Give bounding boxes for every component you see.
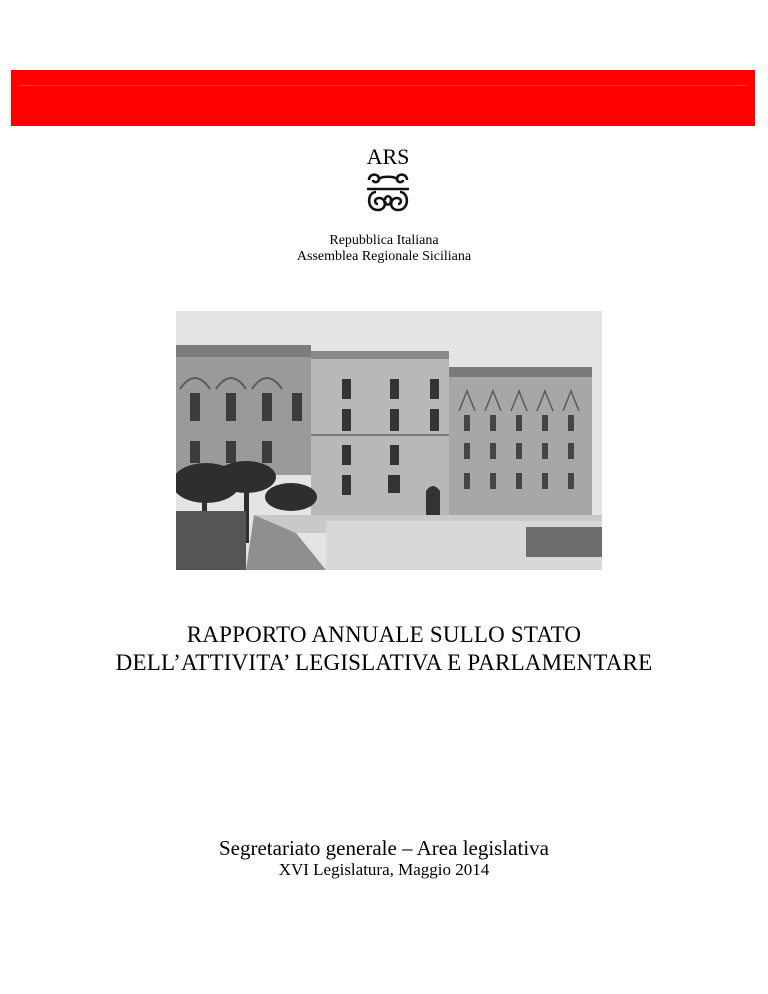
ars-logo [358,146,418,216]
title-line-1: RAPPORTO ANNUALE SULLO STATO [186,622,582,647]
logo-abbr: ARS [366,144,410,169]
assembly-label: Assemblea Regionale Siciliana [296,249,472,264]
palazzo-photo [176,311,602,570]
republic-label: Repubblica Italiana [329,233,439,248]
report-title [0,621,768,677]
header-red-band [11,70,755,126]
palace-illustration [176,311,602,570]
trinacria-spiral-icon [363,170,413,214]
band-divider [19,85,747,86]
title-line-2: DELL’ATTIVITA’ LEGISLATIVA E PARLAMENTARE [115,650,653,675]
department-label: Segretariato generale – Area legislativa [218,836,549,860]
legislature-date: XVI Legislatura, Maggio 2014 [278,860,490,879]
header-text [0,233,768,265]
